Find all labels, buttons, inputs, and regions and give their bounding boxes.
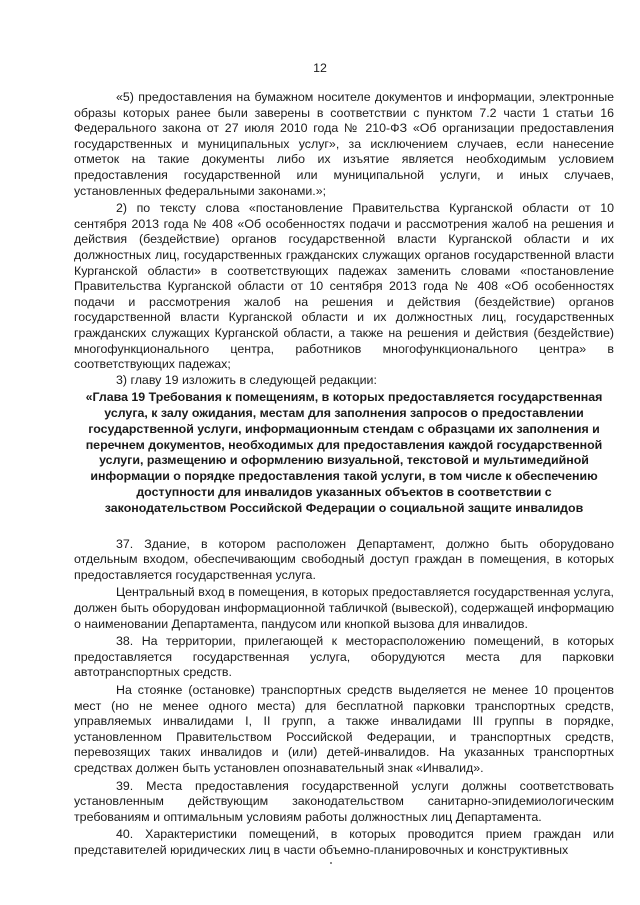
paragraph-item-3: 3) главу 19 изложить в следующей редакции: <box>116 372 377 387</box>
page-number: 12 <box>313 61 327 75</box>
paragraph-item-2: 2) по тексту слова «постановление Правительства Курганской области от 10 сентября 2013 года № 408 «Об особенностях подачи и рассмотрения жалоб на решения и действия (бездействие) органов государственной власти Курганской области и их должностных лиц, государственных гражданских служащих органов государственной власти Курганской области» в соответствующих падежах заменить словами «постановление Правительства Курганской области от 10 сентября 2013 года № 408 «Об особенностях подачи и рассмотрения жалоб на решения и действия (бездействие) органов государственной власти Курганской области и их должностных лиц, государственных гражданских служащих Курганской области, а также на решения и действия (бездействие) многофункционального центра, работников многофункционального центра» в соответствующих падежах; <box>74 201 614 372</box>
paragraph-39: 39. Места предоставления государственной услуги должны соответствовать установленным действующим законодательством санитарно-эпидемиологическим требованиям и оптимальным условиям работы должностных лиц Департамента. <box>74 778 614 824</box>
paragraph-parking: На стоянке (остановке) транспортных средств выделяется не менее 10 процентов мест (но не менее одного места) для бесплатной парковки транспортных средств, управляемых инвалидами I, II групп, а также инвалидами III группы в порядке, установленном Правительством Российской Федерации, и транспортных средств, перевозящих таких инвалидов и (или) детей-инвалидов. На указанных транспортных средствах должен быть установлен опознавательный знак «Инвалид». <box>74 683 614 775</box>
paragraph-item-5: «5) предоставления на бумажном носителе документов и информации, электронные образы которых ранее были заверены в соответствии с пунктом 7.2 части 1 статьи 16 Федерального закона от 27 июля 2010 года № 210-ФЗ «Об организации предоставления государственных и муниципальных услуг», за исключением случаев, если нанесение отметок на такие документы либо их изъятие является необходимым условием предоставления государственной или муниципальной услуги, и иных случаев, установленных федеральными законами.»; <box>74 90 614 198</box>
paragraph-37: 37. Здание, в котором расположен Департамент, должно быть оборудовано отдельным входом, обеспечивающим свободный доступ граждан в помещения, в которых предоставляется государственная услуга. <box>74 536 614 582</box>
document-body <box>74 90 614 859</box>
paragraph-40: 40. Характеристики помещений, в которых проводится прием граждан или представителей юридических лиц в части объемно-планировочных и конструктивных <box>74 827 614 857</box>
paragraph-38: 38. На территории, прилегающей к месторасположению помещений, в которых предоставляется государственная услуга, оборудуются места для парковки автотранспортных средств. <box>74 634 614 680</box>
section-spacer <box>74 517 614 537</box>
chapter-19-heading: «Глава 19 Требования к помещениям, в которых предоставляется государственная услуга, к залу ожидания, местам для заполнения запросов о предоставлении государственной услуги, информационным стендам с образцами их заполнения и перечнем документов, необходимых для предоставления каждой государственной услуги, размещению и оформлению визуальной, текстовой и мультимедийной информации о порядке предоставления такой услуги, в том числе к обеспечению доступности для инвалидов указанных объектов в соответствии с законодательством Российской Федерации о социальной защите инвалидов <box>85 390 603 515</box>
scan-speck <box>330 862 332 864</box>
paragraph-entrance: Центральный вход в помещения, в которых предоставляется государственная услуга, должен быть оборудован информационной табличкой (вывеской), содержащей информацию о наименовании Департамента, пандусом или кнопкой вызова для инвалидов. <box>74 585 614 631</box>
